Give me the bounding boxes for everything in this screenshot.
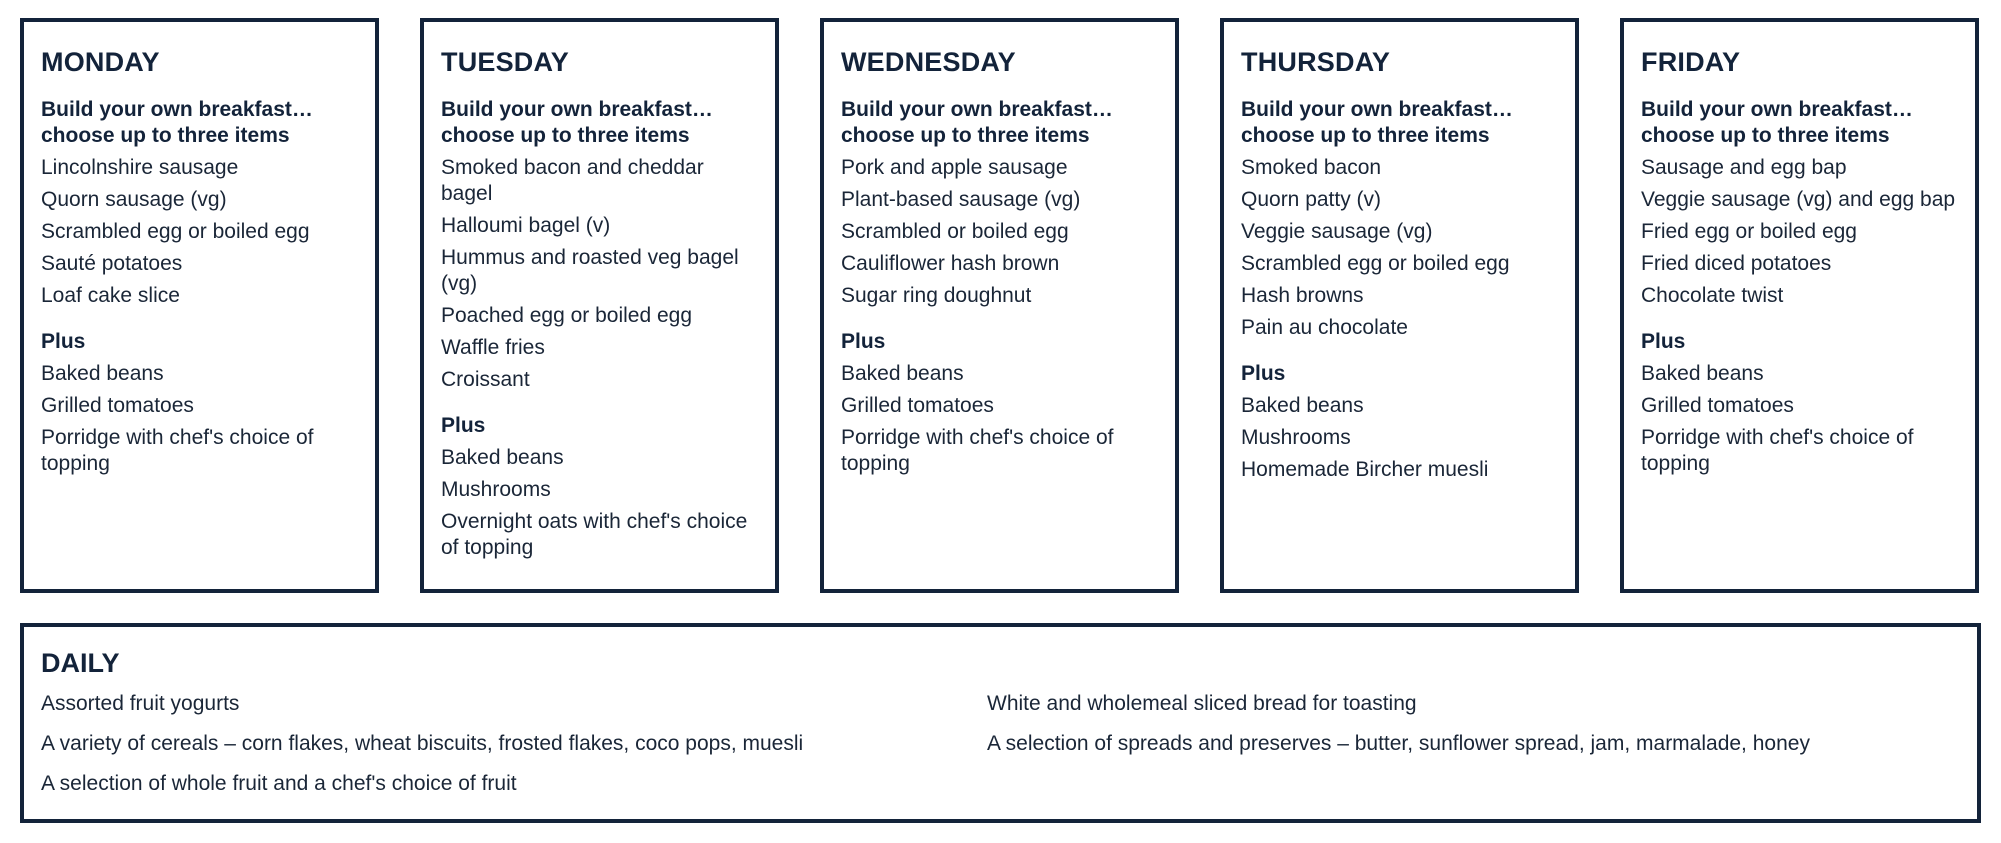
menu-item: Loaf cake slice (41, 284, 180, 307)
plus-item: Porridge with chef's choice of topping (1641, 426, 1914, 475)
subheading-line: Build your own breakfast… (41, 98, 313, 121)
plus-items (1241, 393, 1557, 483)
menu-items (441, 155, 757, 393)
day-subheading (1241, 97, 1557, 149)
day-card-thursday (1220, 18, 1579, 593)
day-subheading (41, 97, 357, 149)
menu-item: Sauté potatoes (41, 252, 183, 275)
day-subheading (441, 97, 757, 149)
subheading-line: choose up to three items (41, 124, 290, 147)
menu-item: Smoked bacon (1241, 156, 1382, 179)
menu-items (1641, 155, 1957, 309)
plus-item: Baked beans (841, 362, 964, 385)
menu-item: Waffle fries (441, 336, 545, 359)
day-card-tuesday (420, 18, 779, 593)
daily-item: A selection of whole fruit and a chef's choice of fruit (41, 772, 517, 795)
plus-item: Baked beans (41, 362, 164, 385)
subheading-line: Build your own breakfast… (1641, 98, 1913, 121)
menu-items (41, 155, 357, 309)
menu-item: Cauliflower hash brown (841, 252, 1060, 275)
day-title: THURSDAY (1241, 47, 1391, 77)
day-subheading (1641, 97, 1957, 149)
day-card-wednesday (820, 18, 1179, 593)
plus-item: Grilled tomatoes (41, 394, 194, 417)
plus-items (441, 445, 757, 561)
plus-item: Grilled tomatoes (1641, 394, 1794, 417)
day-title: FRIDAY (1641, 47, 1741, 77)
menu-item: Pork and apple sausage (841, 156, 1068, 179)
plus-items (1641, 361, 1957, 477)
day-card-monday (20, 18, 379, 593)
day-title: WEDNESDAY (841, 47, 1016, 77)
plus-item: Overnight oats with chef's choice of topping (441, 510, 748, 559)
plus-item: Porridge with chef's choice of topping (41, 426, 314, 475)
plus-item: Baked beans (441, 446, 564, 469)
daily-title: DAILY (41, 648, 120, 678)
menu-items (1241, 155, 1557, 341)
menu-item: Scrambled egg or boiled egg (1241, 252, 1510, 275)
day-card-friday (1620, 18, 1979, 593)
subheading-line: choose up to three items (1241, 124, 1490, 147)
menu-item: Lincolnshire sausage (41, 156, 239, 179)
daily-right-column (987, 691, 1810, 771)
day-title: MONDAY (41, 47, 160, 77)
plus-heading: Plus (841, 330, 886, 353)
plus-item: Homemade Bircher muesli (1241, 458, 1489, 481)
menu-item: Chocolate twist (1641, 284, 1784, 307)
plus-item: Mushrooms (441, 478, 551, 501)
subheading-line: choose up to three items (441, 124, 690, 147)
daily-item: Assorted fruit yogurts (41, 692, 240, 715)
plus-item: Porridge with chef's choice of topping (841, 426, 1114, 475)
day-subheading (841, 97, 1157, 149)
menu-item: Veggie sausage (vg) (1241, 220, 1433, 243)
plus-item: Baked beans (1241, 394, 1364, 417)
daily-item: A variety of cereals – corn flakes, wheat biscuits, frosted flakes, coco pops, muesli (41, 732, 804, 755)
menu-item: Hash browns (1241, 284, 1364, 307)
subheading-line: choose up to three items (841, 124, 1090, 147)
menu-item: Halloumi bagel (v) (441, 214, 611, 237)
plus-item: Baked beans (1641, 362, 1764, 385)
plus-item: Mushrooms (1241, 426, 1351, 449)
menu-item: Croissant (441, 368, 530, 391)
menu-item: Scrambled egg or boiled egg (41, 220, 310, 243)
menu-item: Fried diced potatoes (1641, 252, 1832, 275)
menu-item: Quorn sausage (vg) (41, 188, 227, 211)
daily-card (20, 623, 1981, 823)
menu-item: Pain au chocolate (1241, 316, 1408, 339)
subheading-line: choose up to three items (1641, 124, 1890, 147)
day-title: TUESDAY (441, 47, 569, 77)
daily-item: White and wholemeal sliced bread for toasting (987, 692, 1417, 715)
plus-heading: Plus (1241, 362, 1286, 385)
menu-item: Veggie sausage (vg) and egg bap (1641, 188, 1956, 211)
plus-heading: Plus (41, 330, 86, 353)
daily-item: A selection of spreads and preserves – butter, sunflower spread, jam, marmalade, honey (987, 732, 1810, 755)
menu-item: Quorn patty (v) (1241, 188, 1382, 211)
menu-items (841, 155, 1157, 309)
menu-item: Smoked bacon and cheddar bagel (441, 156, 704, 205)
subheading-line: Build your own breakfast… (1241, 98, 1513, 121)
plus-heading: Plus (441, 414, 486, 437)
daily-left-column (41, 691, 803, 811)
plus-item: Grilled tomatoes (841, 394, 994, 417)
menu-item: Scrambled or boiled egg (841, 220, 1069, 243)
subheading-line: Build your own breakfast… (441, 98, 713, 121)
menu-item: Sugar ring doughnut (841, 284, 1032, 307)
plus-items (41, 361, 357, 477)
menu-item: Fried egg or boiled egg (1641, 220, 1857, 243)
menu-item: Hummus and roasted veg bagel (vg) (441, 246, 739, 295)
menu-item: Poached egg or boiled egg (441, 304, 693, 327)
menu-item: Plant-based sausage (vg) (841, 188, 1081, 211)
plus-items (841, 361, 1157, 477)
plus-heading: Plus (1641, 330, 1686, 353)
menu-item: Sausage and egg bap (1641, 156, 1847, 179)
subheading-line: Build your own breakfast… (841, 98, 1113, 121)
